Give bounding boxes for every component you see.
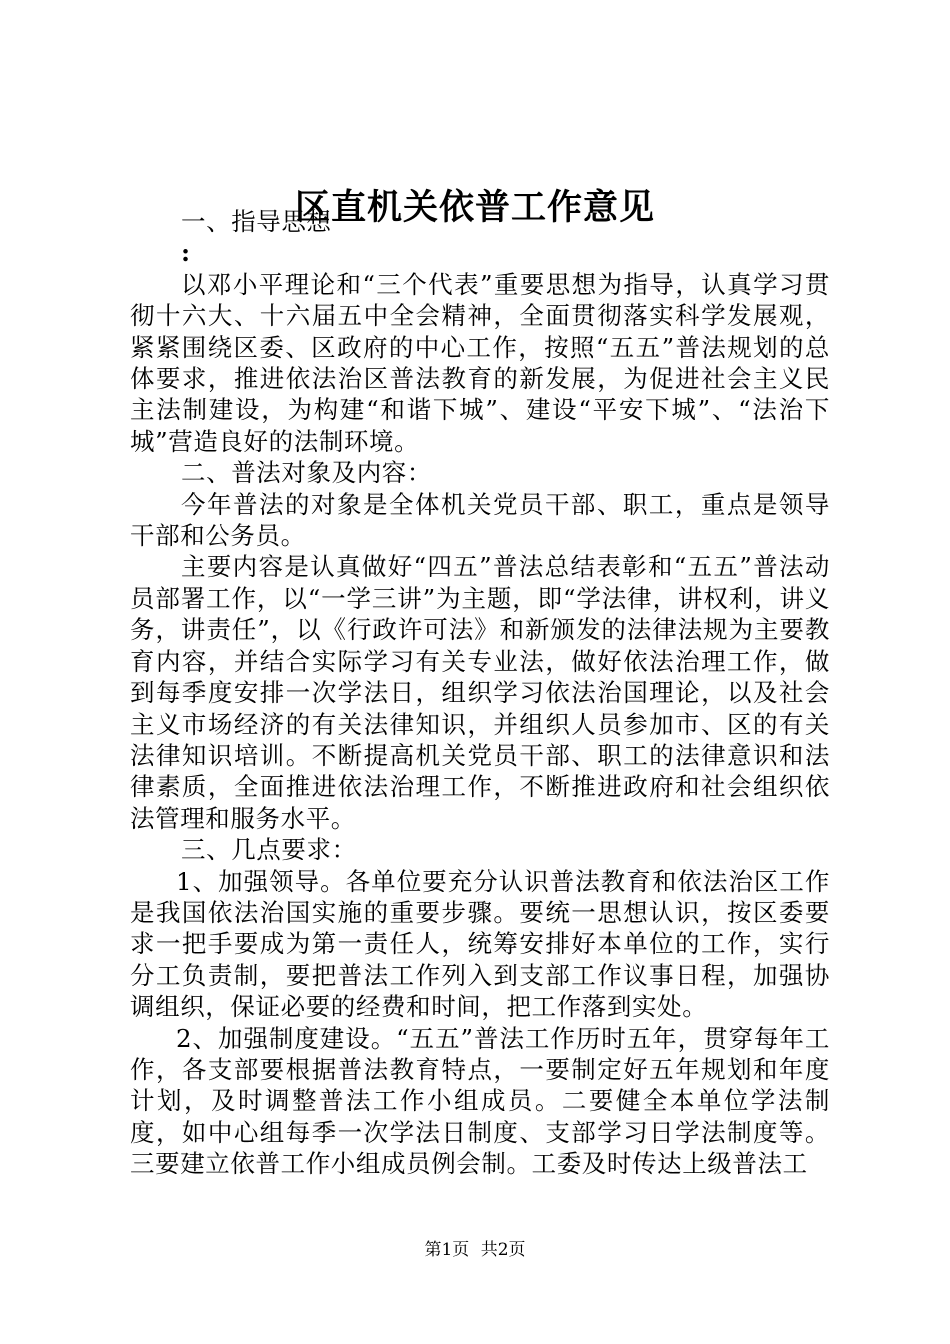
page-number-total: 共2页	[480, 1240, 526, 1260]
page-footer	[0, 1238, 950, 1262]
paragraph-content: 主要内容是认真做好“四五”普法总结表彰和“五五”普法动员部署工作，以“一学三讲”为主题，即“学法律，讲权利，讲义务，讲责任”，以《行政许可法》和新颁发的法律法规为主要教育内容，并结合实际学习有关专业法，做好依法治理工作，做到每季度安排一次学法日，组织学习依法治国理论，以及社会主义市场经济的有关法律知识，并组织人员参加市、区的有关法律知识培训。不断提高机关党员干部、职工的法律意识和法律素质，全面推进依法治理工作，不断推进政府和社会组织依法管理和服务水平。	[130, 552, 830, 833]
section-heading-colon: :	[181, 238, 191, 268]
paragraph-requirement-leadership: 1、加强领导。各单位要充分认识普法教育和依法治区工作是我国依法治国实施的重要步骤。要统一思想认识，按区委要求一把手要成为第一责任人，统筹安排好本单位的工作，实行分工负责制，要把普法工作列入到支部工作议事日程，加强协调组织，保证必要的经费和时间，把工作落到实处。	[130, 866, 830, 1022]
document-title: 区直机关依普工作意见	[294, 187, 655, 228]
paragraph-targets: 今年普法的对象是全体机关党员干部、职工，重点是领导干部和公务员。	[130, 489, 830, 551]
paragraph-guiding-ideology: 以邓小平理论和“三个代表”重要思想为指导，认真学习贯彻十六大、十六届五中全会精神，全面贯彻落实科学发展观，紧紧围绕区委、区政府的中心工作，按照“五五”普法规划的总体要求，推进依法治区普法教育的新发展，为促进社会主义民主法制建设，为构建“和谐下城”、建设“平安下城”、“法治下城”营造良好的法制环境。	[130, 269, 830, 456]
document-body	[130, 206, 830, 1180]
section-heading-requirements: 三、几点要求：	[181, 835, 357, 865]
page-number-current: 第1页	[424, 1240, 470, 1260]
paragraph-requirement-system: 2、加强制度建设。“五五”普法工作历时五年，贯穿每年工作，各支部要根据普法教育特点，一要制定好五年规划和年度计划，及时调整普法工作小组成员。二要健全本单位学法制度，如中心组每季一次学法日制度、支部学习日学法制度等。三要建立依普工作小组成员例会制。工委及时传达上级普法工	[130, 1023, 830, 1179]
section-heading-targets-content: 二、普法对象及内容：	[181, 458, 432, 488]
section-heading-guiding-ideology: 一、指导思想	[181, 207, 332, 236]
